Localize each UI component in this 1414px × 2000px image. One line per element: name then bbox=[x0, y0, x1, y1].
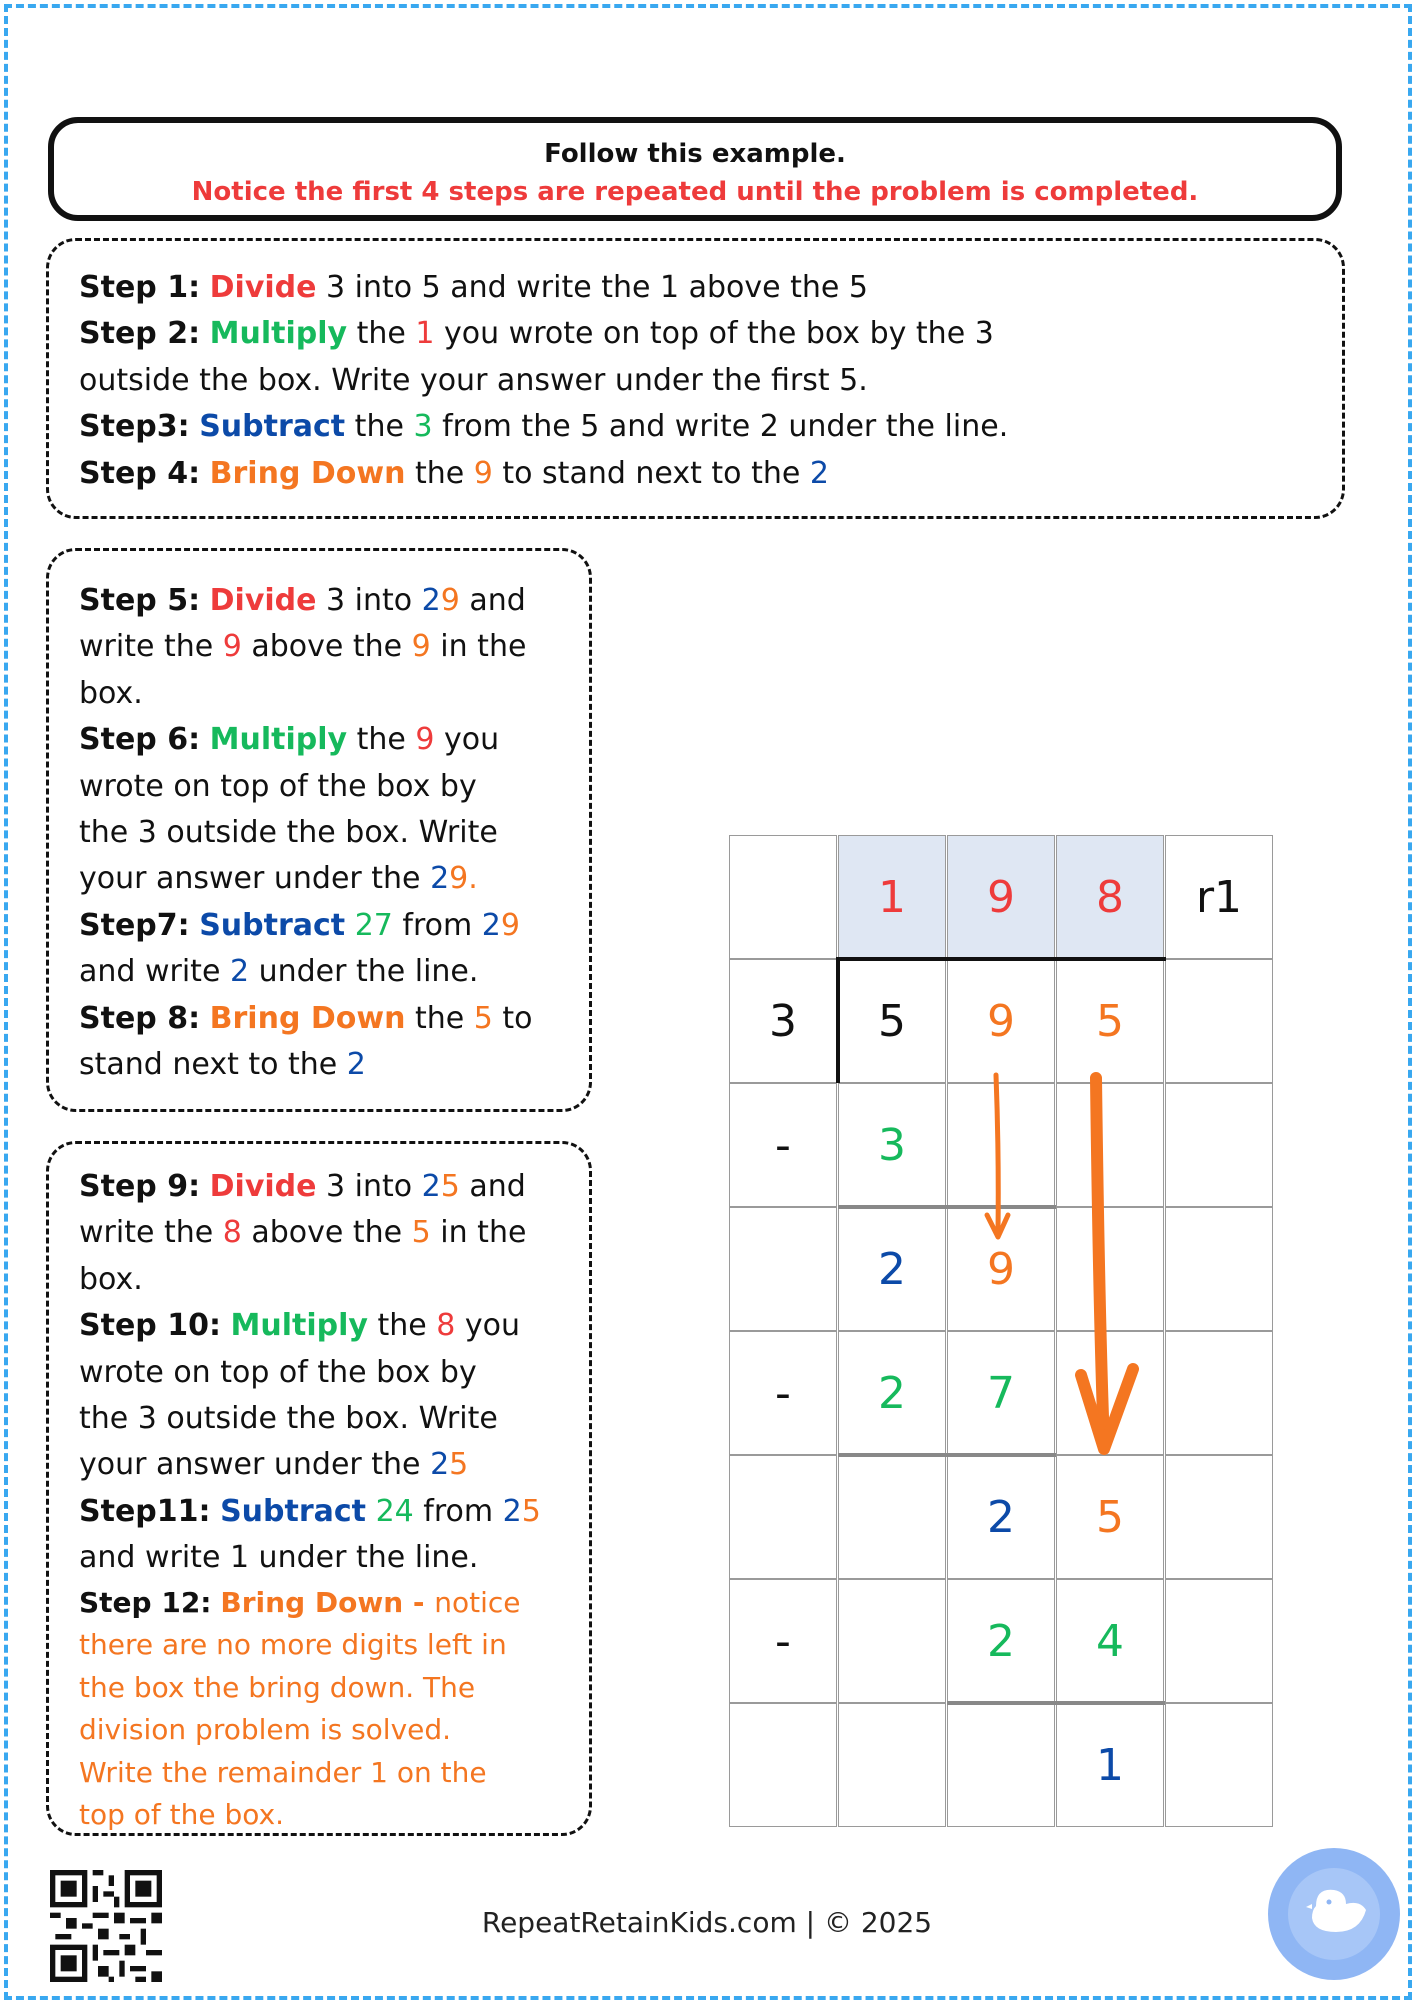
repeat-retain-kids-logo bbox=[1266, 1846, 1402, 1982]
divisor: 3 bbox=[729, 959, 837, 1083]
step-1: Step 1: Divide 3 into 5 and write the 1 above the 5 bbox=[79, 270, 868, 305]
dividend-digit-2: 9 bbox=[947, 959, 1055, 1083]
remainder: r1 bbox=[1165, 835, 1273, 959]
step-10: Step 10: Multiply the 8 you bbox=[79, 1308, 521, 1344]
product-digit: 2 bbox=[947, 1579, 1055, 1703]
step-5: Step 5: Divide 3 into 29 and bbox=[79, 583, 526, 618]
bring-down-arrow-small bbox=[996, 1075, 998, 1231]
final-remainder-digit: 1 bbox=[1056, 1703, 1164, 1827]
steps-9-12-box: Step 9: Divide 3 into 25 and write the 8 above the 5 in the box. Step 10: Multiply the 8 you wrote on top of the box by the 3 outside the box. Write your answer under the 25 Step11: Subtract 24 from 25 and write 1 under the line. Step 12: Bring Down - notice there are no more digits left in the box the bring down. The division problem is solved. Write the remainder 1 on the top of the box. bbox=[46, 1141, 592, 1836]
long-division-grid bbox=[729, 835, 1273, 1835]
bring-down-arrows bbox=[729, 835, 1273, 1835]
step-9: Step 9: Divide 3 into 25 and bbox=[79, 1169, 526, 1204]
difference-digit: 2 bbox=[838, 1207, 946, 1331]
step-6: Step 6: Multiply the 9 you bbox=[79, 722, 500, 758]
step-7: Step7: Subtract 27 from 29 bbox=[79, 907, 520, 943]
header-title: Follow this example. bbox=[544, 139, 846, 169]
bring-down-arrow-large bbox=[1096, 1078, 1104, 1445]
minus-sign: - bbox=[729, 1331, 837, 1455]
difference-digit: 2 bbox=[947, 1455, 1055, 1579]
brought-down-digit: 5 bbox=[1056, 1455, 1164, 1579]
product-digit: 2 bbox=[838, 1331, 946, 1455]
step-4: Step 4: Bring Down the 9 to stand next to the 2 bbox=[79, 455, 829, 491]
steps-5-8-box: Step 5: Divide 3 into 29 and write the 9 above the 9 in the box. Step 6: Multiply the 9 you wrote on top of the box by the 3 outside the box. Write your answer under the 29. Step7: Subtract 27 from 29 and write 2 under the line. Step 8: Bring Down the 5 to stand next to the 2 bbox=[46, 548, 592, 1112]
quotient-digit-2: 9 bbox=[947, 835, 1055, 959]
product-digit: 7 bbox=[947, 1331, 1055, 1455]
step-8: Step 8: Bring Down the 5 to bbox=[79, 1000, 533, 1036]
dividend-digit-3: 5 bbox=[1056, 959, 1164, 1083]
brought-down-digit: 9 bbox=[947, 1207, 1055, 1331]
step-12: Step 12: Bring Down - notice bbox=[79, 1585, 521, 1619]
step-11: Step11: Subtract 24 from 25 bbox=[79, 1493, 541, 1529]
footer-text: RepeatRetainKids.com | © 2025 bbox=[481, 1906, 933, 1939]
step-2: Step 2: Multiply the 1 you wrote on top of the box by the 3 bbox=[79, 316, 994, 352]
product-digit: 3 bbox=[838, 1083, 946, 1207]
step-2-cont: outside the box. Write your answer under the first 5. bbox=[79, 362, 868, 398]
product-digit: 4 bbox=[1056, 1579, 1164, 1703]
quotient-digit-3: 8 bbox=[1056, 835, 1164, 959]
minus-sign: - bbox=[729, 1579, 837, 1703]
dividend-digit-1: 5 bbox=[838, 959, 946, 1083]
header-note: Notice the first 4 steps are repeated until the problem is completed. bbox=[191, 177, 1199, 207]
minus-sign: - bbox=[729, 1083, 837, 1207]
instruction-header bbox=[48, 117, 1342, 221]
step-3: Step3: Subtract the 3 from the 5 and write 2 under the line. bbox=[79, 409, 1009, 445]
steps-1-4-box bbox=[46, 238, 1345, 519]
quotient-digit-1: 1 bbox=[838, 835, 946, 959]
